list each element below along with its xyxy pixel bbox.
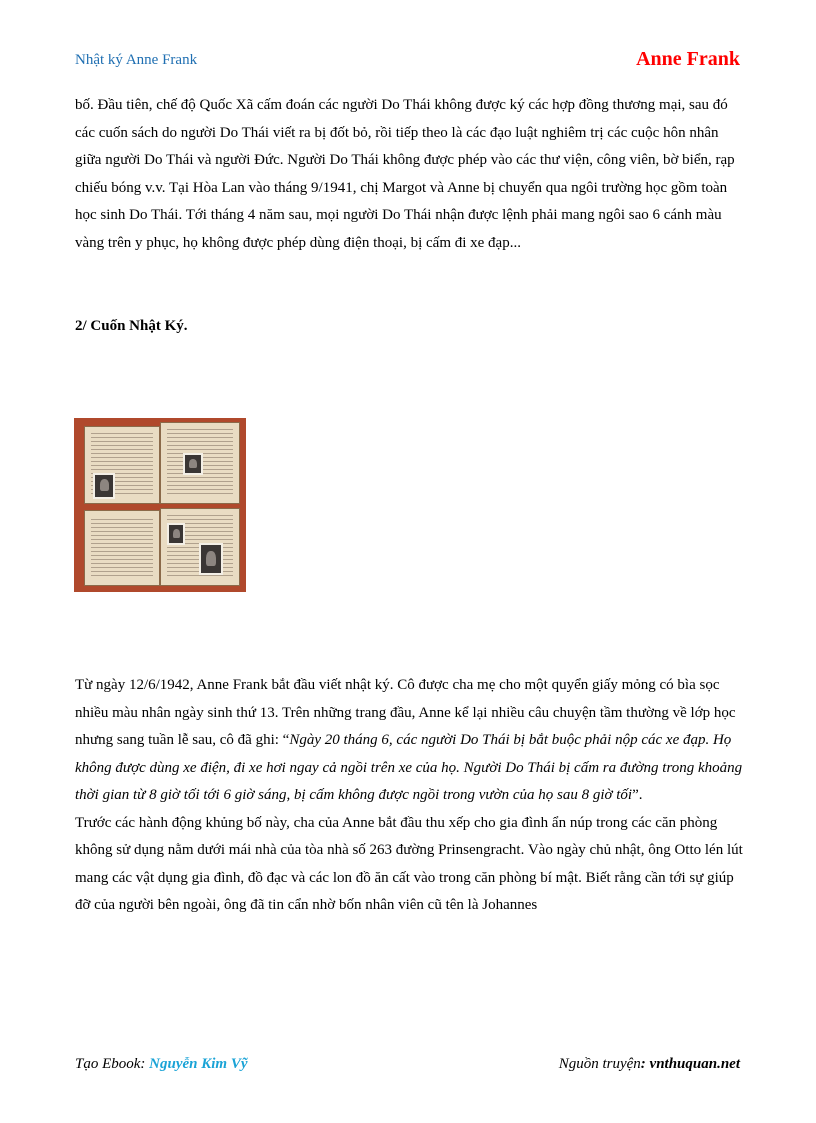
footer-ebook-name: Nguyễn Kim Vỹ	[149, 1056, 248, 1072]
header-author: Anne Frank	[636, 48, 740, 70]
footer-ebook-credit	[75, 1056, 248, 1073]
header-book-title: Nhật ký Anne Frank	[75, 52, 198, 68]
footer-ebook-sep: :	[140, 1056, 150, 1072]
paragraph-hiding: Trước các hành động khủng bố này, cha của Anne bắt đầu thu xếp cho gia đình ẩn núp trong các căn phòng không sử dụng nằm dưới mái nhà của tòa nhà số 263 đường Prinsengracht. Vào ngày chủ nhật, ông Otto lén lút mang các vật dụng gia đình, đồ đạc và các lon đồ ăn cất vào trong căn phòng bí mật. Biết rằng cần tới sự giúp đỡ của người bên ngoài, ông đã tin cẩn nhờ bốn nhân viên cũ tên là Johannes	[75, 814, 743, 913]
diary-quote: Ngày 20 tháng 6, các người Do Thái bị bắt buộc phải nộp các xe đạp. Họ không được dùng xe điện, đi xe hơi ngay cả ngồi trên xe của họ. Người Do Thái bị cấm ra đường trong khoảng thời gian từ 8 giờ tối tới 6 giờ sáng, bị cấm không được ngồi trong vườn của họ sau 8 giờ tối	[75, 732, 743, 803]
footer-source-label: Nguồn truyện	[558, 1056, 641, 1072]
diary-page-top-right	[160, 422, 240, 504]
diary-page-bottom-right	[160, 508, 240, 586]
section-heading: 2/ Cuốn Nhật Ký.	[75, 318, 188, 334]
diary-photo	[74, 418, 246, 592]
diary-photo-snapshot	[93, 473, 115, 499]
diary-page-top-left	[84, 426, 160, 504]
diary-photo-snapshot	[167, 523, 185, 545]
footer-ebook-label: Tạo Ebook	[75, 1056, 141, 1072]
diary-page-bottom-left	[84, 510, 160, 586]
diary-photo-snapshot	[199, 543, 223, 575]
paragraph-intro: bố. Đầu tiên, chế độ Quốc Xã cấm đoán các người Do Thái không được ký các hợp đồng thương mại, sau đó các cuốn sách do người Do Thái viết ra bị đốt bỏ, rồi tiếp theo là các đạo luật nghiêm trị các cuộc hôn nhân giữa người Do Thái và người Đức. Người Do Thái không được phép vào các thư viện, công viên, bờ biển, rạp chiếu bóng v.v. Tại Hòa Lan vào tháng 9/1941, chị Margot và Anne bị chuyển qua ngôi trường học gồm toàn học sinh Do Thái. Tới tháng 4 năm sau, mọi người Do Thái nhận được lệnh phải mang ngôi sao 6 cánh màu vàng trên y phục, họ không được phép dùng điện thoại, bị cấm đi xe đạp...	[75, 97, 735, 251]
footer-source-credit	[559, 1056, 740, 1073]
paragraph-diary-start	[75, 672, 743, 920]
diary-photo-snapshot	[183, 453, 203, 475]
diary-quote-end: ”.	[632, 787, 643, 803]
footer-source-site: vnthuquan.net	[649, 1056, 740, 1072]
paragraph-diary-start-text: Từ ngày 12/6/1942, Anne Frank bắt đầu viết nhật ký. Cô được cha mẹ cho một quyển giấy mỏng có bìa sọc nhiều màu nhân ngày sinh thứ 13. Trên những trang đầu, Anne kể lại nhiều câu chuyện tầm thường về lớp học nhưng sang tuần lễ sau, cô đã ghi: “	[75, 677, 736, 748]
footer-source-sep: :	[640, 1056, 650, 1072]
